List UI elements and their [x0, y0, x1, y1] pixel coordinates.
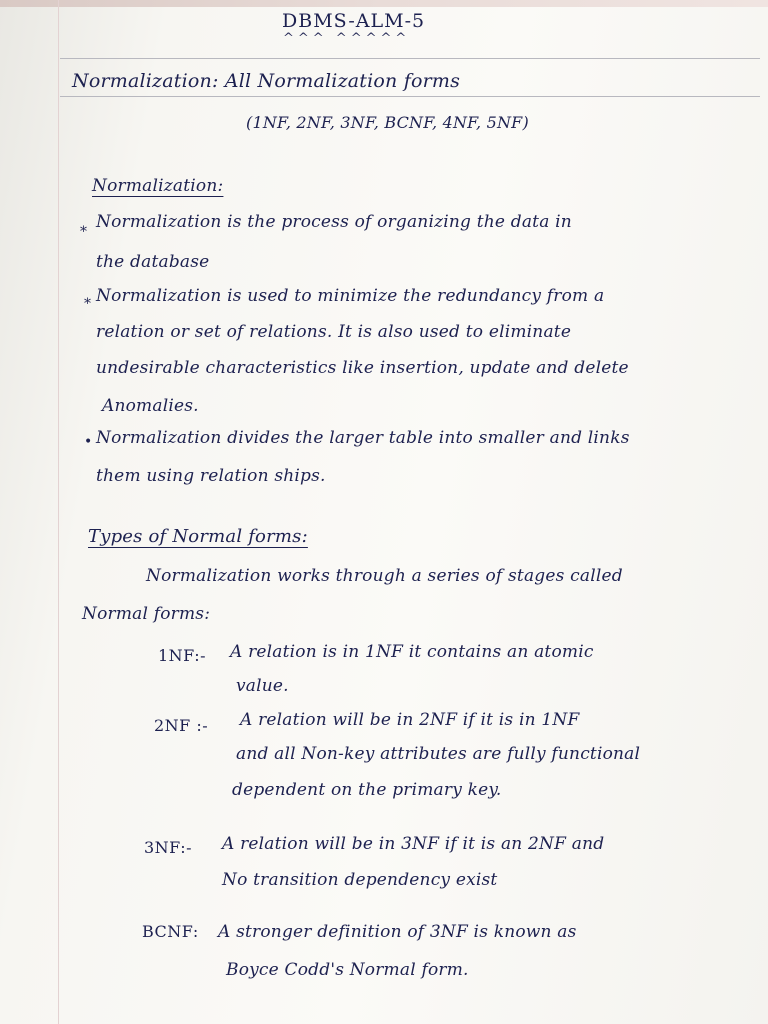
ruled-line: [60, 96, 760, 97]
nf-label-1nf: 1NF:-: [158, 646, 207, 665]
nf-description-line: value.: [236, 676, 289, 696]
normal-forms-list: (1NF, 2NF, 3NF, BCNF, 4NF, 5NF): [246, 113, 529, 132]
nf-label-2nf: 2NF :-: [154, 716, 209, 735]
bullet-line: Anomalies.: [102, 396, 199, 416]
nf-description-line: No transition dependency exist: [222, 870, 498, 890]
bullet-star-icon: *: [80, 224, 87, 240]
bullet-line: Normalization is the process of organizing the data in: [96, 212, 572, 232]
ruled-line: [60, 58, 760, 59]
bullet-line: them using relation ships.: [96, 466, 326, 486]
nf-description-line: A stronger definition of 3NF is known as: [218, 922, 577, 942]
types-title: Types of Normal forms:: [88, 526, 308, 547]
bullet-line: the database: [96, 252, 210, 272]
nf-description-line: A relation will be in 3NF if it is an 2NF and: [222, 834, 605, 854]
nf-description-line: dependent on the primary key.: [232, 780, 502, 800]
section-title: Normalization:: [92, 176, 224, 196]
types-intro-line: Normal forms:: [82, 604, 211, 624]
bullet-line: Normalization is used to minimize the redundancy from a: [96, 286, 605, 306]
nf-label-3nf: 3NF:-: [144, 838, 193, 857]
bullet-line: relation or set of relations. It is also used to eliminate: [96, 322, 572, 342]
page-heading: Normalization: All Normalization forms: [72, 70, 461, 92]
bullet-dot-icon: •: [84, 434, 93, 450]
nf-description-line: Boyce Codd's Normal form.: [226, 960, 469, 980]
page-title: DBMS-ALM-5: [282, 10, 426, 32]
nf-description-line: A relation is in 1NF it contains an atomic: [230, 642, 594, 662]
bullet-star-icon: *: [84, 296, 91, 312]
nf-description-line: and all Non-key attributes are fully functional: [236, 744, 641, 764]
title-underline-marks: ^^^ ^^^^^: [283, 31, 411, 46]
nf-label-bcnf: BCNF:: [142, 922, 199, 941]
nf-description-line: A relation will be in 2NF if it is in 1NF: [240, 710, 580, 730]
bullet-line: Normalization divides the larger table into smaller and links: [96, 428, 630, 448]
bullet-line: undesirable characteristics like insertion, update and delete: [96, 358, 629, 378]
page-top-edge: [0, 0, 768, 7]
types-intro-line: Normalization works through a series of stages called: [146, 566, 623, 586]
margin-line: [58, 0, 59, 1024]
